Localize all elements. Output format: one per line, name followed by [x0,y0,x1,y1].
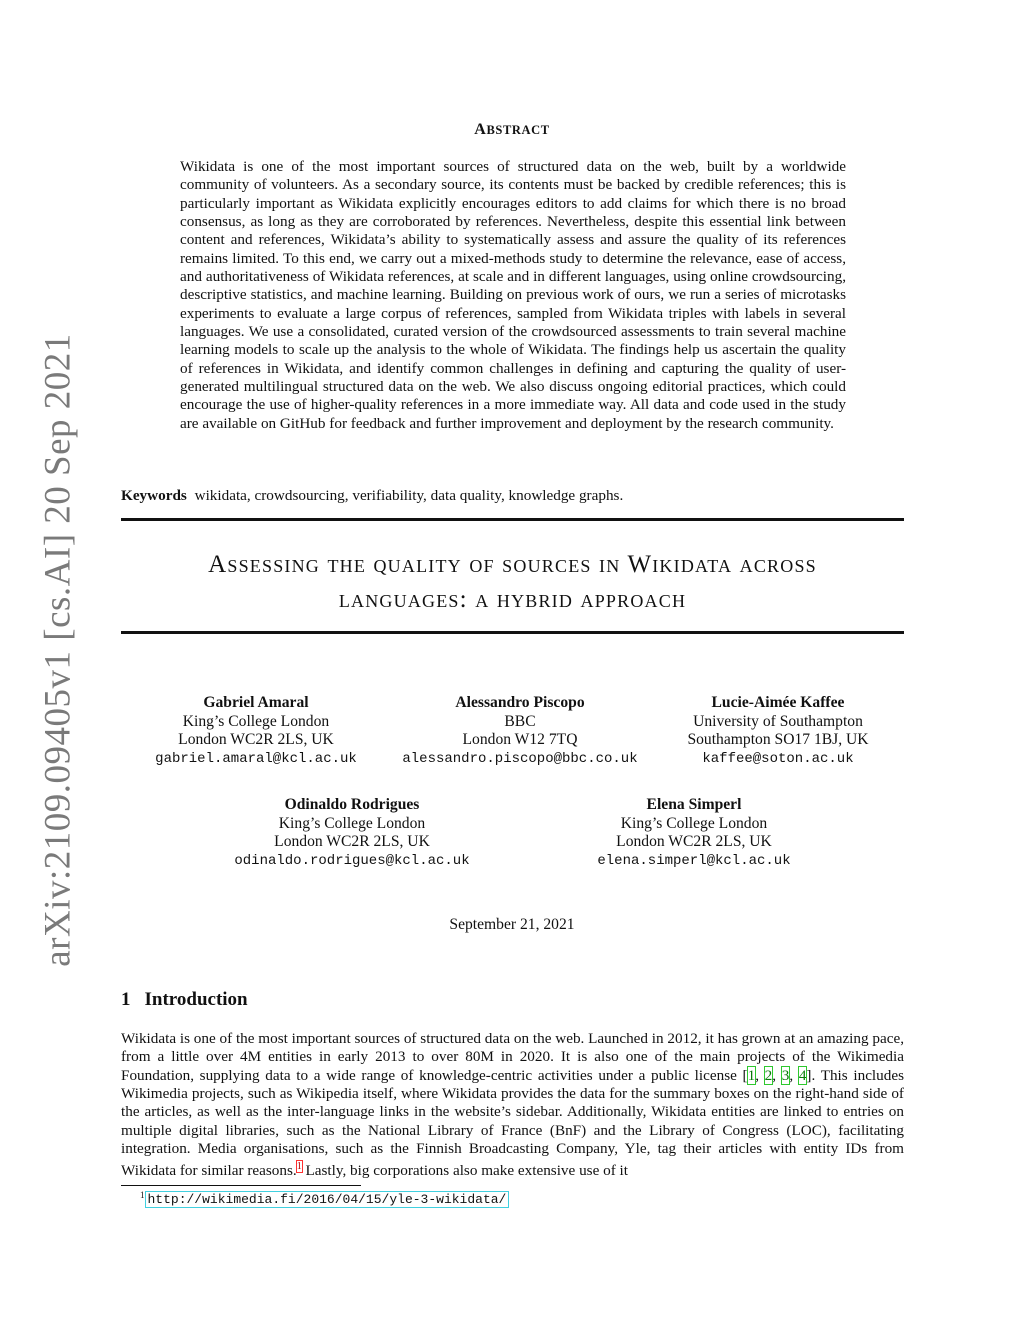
paper-title [121,547,904,617]
abstract-heading [0,121,1024,139]
author-name: Elena Simperl [646,796,742,813]
footnote-mark: 1 [140,1190,145,1200]
keywords-label: Keywords [121,487,187,504]
author-email[interactable]: odinaldo.rodrigues@kcl.ac.uk [234,852,470,869]
author-name: Gabriel Amaral [203,694,309,711]
footnote-url-link[interactable]: http://wikimedia.fi/2016/04/15/yle-3-wikidata/ [147,1192,507,1208]
footnote-divider [121,1185,361,1186]
footnote [140,1190,508,1207]
author-name: Odinaldo Rodrigues [284,796,420,813]
citation-separator: , [789,1066,799,1084]
author-email[interactable]: gabriel.amaral@kcl.ac.uk [155,750,357,767]
author-address: London WC2R 2LS, UK [178,731,334,748]
paper-title-line-2: languages: a hybrid approach [338,586,687,613]
citation-link[interactable]: 4 [798,1066,807,1084]
author-email[interactable]: kaffee@soton.ac.uk [702,750,854,767]
author-name: Lucie-Aimée Kaffee [711,694,845,711]
author-address: London WC2R 2LS, UK [616,833,772,850]
section-heading [121,989,248,1011]
author-address: Southampton SO17 1BJ, UK [687,731,869,748]
citation-link[interactable]: 2 [764,1066,773,1084]
author-block [402,694,637,768]
paper-title-line-1: Assessing the quality of sources in Wikidata across [208,551,817,578]
author-block [597,796,790,870]
arxiv-identifier: arXiv:2109.09405v1 [cs.AI] 20 Sep 2021 [37,333,79,967]
title-rule-bottom [121,631,904,634]
author-block [155,694,357,768]
author-email[interactable]: alessandro.piscopo@bbc.co.uk [402,750,638,767]
author-email[interactable]: elena.simperl@kcl.ac.uk [597,852,791,869]
abstract-heading-rest: BSTRACT [486,123,550,137]
title-rule-top [121,518,904,521]
abstract-text: Wikidata is one of the most important sources of structured data on the web, built by a worldwide community of volunteers. As a secondary source, its contents must be backed by credible references; this is particularly important as Wikidata explicitly encourages editors to add claims for which there is no broad consensus, as long as they are corroborated by references. Nevertheless, despite this essential link between content and references, Wikidata’s ability to systematically assess and assure the quality of its references remains limited. To this end, we carry out a mixed-methods study to determine the relevance, ease of access, and authoritativeness of Wikidata references, at scale and in different languages, using online crowdsourcing, descriptive statistics, and machine learning. Building on previous work of ours, we run a series of microtasks experiments to evaluate a large corpus of references, sampled from Wikidata triples with labels in several languages. We use a consolidated, curated version of the crowdsourced assessments to train several machine learning models to scale up the analysis to the whole of Wikidata. The findings help us ascertain the quality of references in Wikidata, and identify common challenges in defining and capturing the quality of user-generated multilingual structured data on the web. We also discuss ongoing editorial practices, which could encourage the use of higher-quality references in a more immediate way. All data and code used in the study are available on GitHub for feedback and further improvement and deployment by the research community. [180,158,846,432]
intro-text-part-1: Wikidata is one of the most important sources of structured data on the web. Launched in 2012, it has grown at an amazing pace, from a little over 4M entities in early 2013 to over 80M in 2020. It is also one of the main projects of the Wikimedia Foundation, supplying data to a wide range of knowledge-centric activities under a public license [ [121,1030,905,1084]
publication-date: September 21, 2021 [449,916,575,933]
section-title: Introduction [144,989,248,1010]
keywords-text: wikidata, crowdsourcing, verifiability, data quality, knowledge graphs. [194,487,624,504]
author-affiliation: King’s College London [620,814,768,832]
citation-separator: , [772,1066,782,1084]
author-affiliation: King’s College London [278,814,426,832]
section-number: 1 [121,989,131,1010]
introduction-paragraph [121,1030,904,1181]
abstract-heading-initial: A [474,121,487,138]
author-affiliation: BBC [504,712,536,730]
author-affiliation: University of Southampton [693,712,863,730]
author-name: Alessandro Piscopo [455,694,585,711]
citation-link[interactable]: 1 [747,1066,756,1084]
author-affiliation: King’s College London [182,712,330,730]
author-address: London W12 7TQ [462,731,578,748]
author-block [687,694,868,768]
citation-link[interactable]: 3 [781,1066,790,1084]
keywords-line [121,487,623,505]
citation-separator: , [755,1066,765,1084]
intro-text-part-2: ]. This includes Wikimedia projects, such as Wikipedia itself, where Wikidata provides the data for the summary boxes on the right-hand side of the articles, as well as the inter-language links in the website’s sidebar. Additionally, Wikidata entities are linked to entries on multiple digital libraries, such as the National Library of France (BnF) and the Library of Congress (LOC), facilitating integration. Media organisations, such as the Finnish Broadcasting Company, Yle, tag their articles with entity IDs from Wikidata for similar reasons. [121,1066,904,1180]
intro-text-part-3: Lastly, big corporations also make extensive use of it [301,1162,628,1180]
author-block [234,796,469,870]
author-address: London WC2R 2LS, UK [274,833,430,850]
footnote-reference-link[interactable]: 1 [296,1161,302,1173]
